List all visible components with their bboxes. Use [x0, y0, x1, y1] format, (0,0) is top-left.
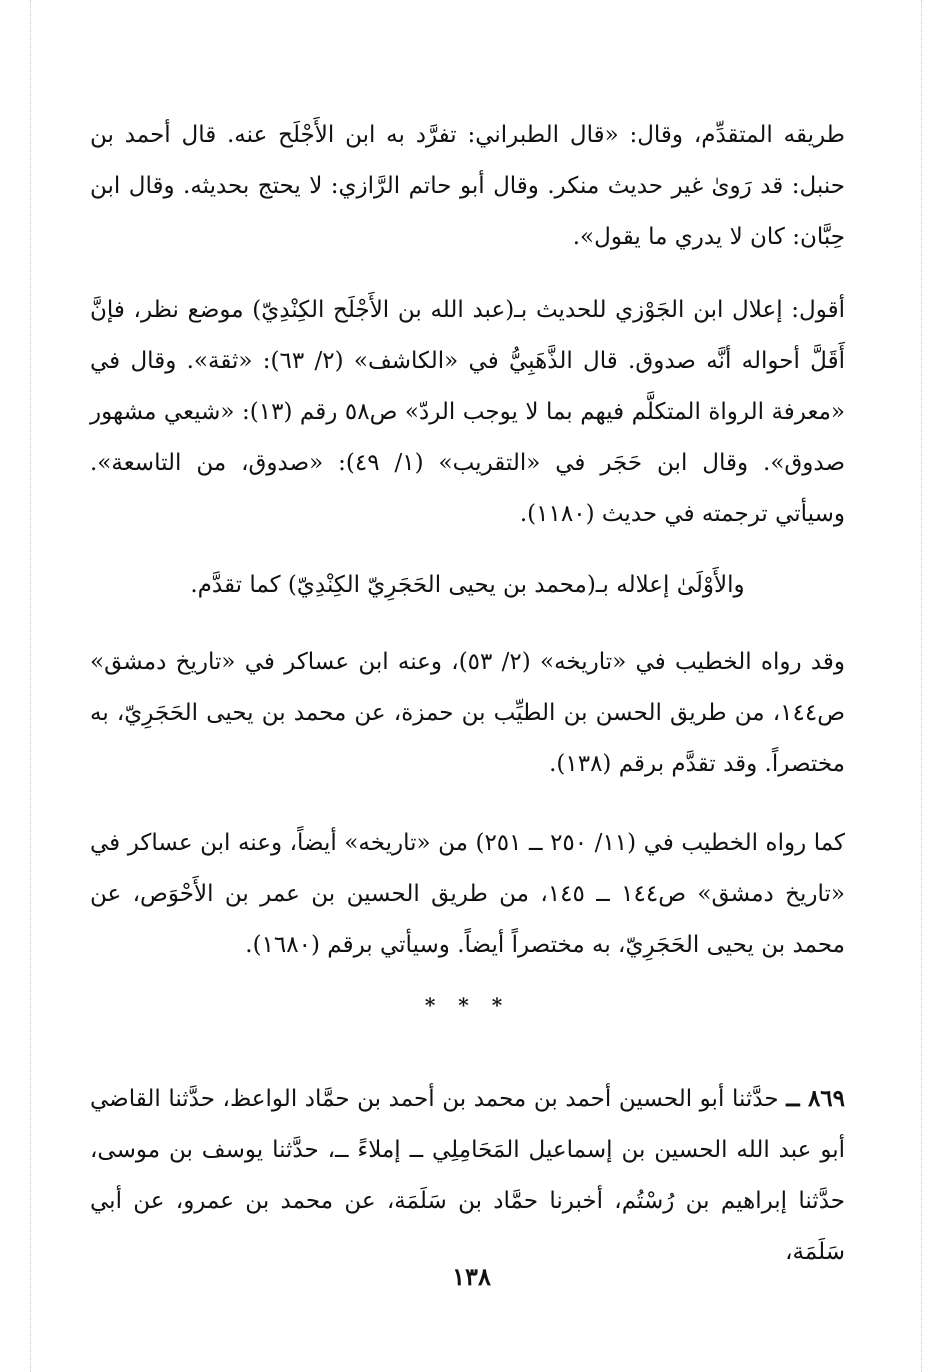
- scan-edge-right: [921, 0, 922, 1372]
- section-separator: * * *: [424, 993, 511, 1017]
- paragraph-4: وقد رواه الخطيب في «تاريخه» (٢/ ٥٣)، وعنه ابن عساكر في «تاريخ دمشق» ص١٤٤، من طريق الحسن بن الطيِّب بن حمزة، عن محمد بن يحيى الحَجَرِيّ، به مختصراً. وقد تقدَّم برقم (١٣٨).: [90, 649, 845, 777]
- paragraph-2: أقول: إعلال ابن الجَوْزي للحديث بـ(عبد الله بن الأَجْلَح الكِنْدِيّ) موضع نظر، فإنَّ أَقَلَّ أحواله أنَّه صدوق. قال الذَّهَبِيُّ في «الكاشف» (٢/ ٦٣): «ثقة». وقال في «معرفة الرواة المتكلَّم فيهم بما لا يوجب الردّ» ص٥٨ رقم (١٣): «شيعي مشهور صدوق». وقال ابن حَجَر في «التقريب» (١/ ٤٩): «صدوق، من التاسعة». وسيأتي ترجمته في حديث (١١٨٠).: [90, 297, 845, 527]
- hadith-number: ٨٦٩ ــ: [786, 1085, 846, 1112]
- page-body: [90, 110, 845, 1278]
- hadith-paragraph: [90, 1073, 845, 1278]
- paragraph-3: والأَوْلَىٰ إعلاله بـ(محمد بن يحيى الحَجَرِيّ الكِنْدِيّ) كما تقدَّم.: [190, 572, 745, 598]
- scan-edge-left: [30, 0, 31, 1372]
- paragraph-1: طريقه المتقدِّم، وقال: «قال الطبراني: تفرَّد به ابن الأَجْلَح عنه. قال أحمد بن حنبل: قد رَوىٰ غير حديث منكر. وقال أبو حاتم الرَّازي: لا يحتج بحديثه. وقال ابن حِبَّان: كان لا يدري ما يقول».: [90, 122, 845, 250]
- page-number: ١٣٨: [452, 1262, 491, 1291]
- paragraph-5: كما رواه الخطيب في (١١/ ٢٥٠ ــ ٢٥١) من «تاريخه» أيضاً، وعنه ابن عساكر في «تاريخ دمشق» ص١٤٤ ــ ١٤٥، من طريق الحسين بن عمر بن الأَحْوَص، عن محمد بن يحيى الحَجَرِيّ، به مختصراً أيضاً. وسيأتي برقم (١٦٨٠).: [90, 830, 845, 958]
- hadith-text: حدَّثنا أبو الحسين أحمد بن محمد بن أحمد بن حمَّاد الواعظ، حدَّثنا القاضي أبو عبد الله الحسين بن إسماعيل المَحَامِلِي ــ إملاءً ــ، حدَّثنا يوسف بن موسى، حدَّثنا إبراهيم بن رُسْتُم، أخبرنا حمَّاد بن سَلَمَة، عن محمد بن عمرو، عن أبي سَلَمَة،: [90, 1086, 845, 1265]
